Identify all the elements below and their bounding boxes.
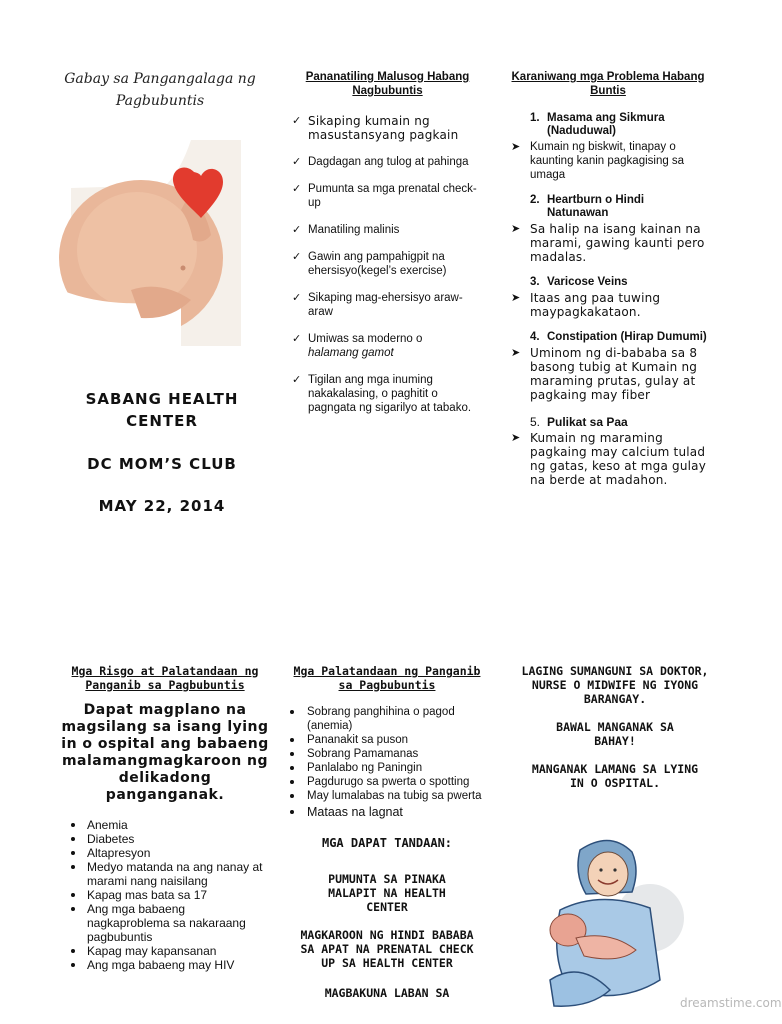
list-item: May lumalabas na tubig sa pwerta (287, 789, 487, 803)
club-name: DC MOM’S CLUB (87, 455, 237, 473)
problem-remedy: Kumain ng biskwit, tinapay o kaunting kanin pagkagising sa umaga (530, 141, 685, 181)
facility-birth-advice: MANGANAK LAMANG SA LYING IN O OSPITAL. (531, 762, 699, 790)
list-item: ✓ Sikaping kumain ng masustansyang pagkain (292, 114, 459, 142)
health-center-name: SABANG HEALTH CENTER (85, 390, 239, 430)
healthy-pregnancy-heading: Pananatiling Malusog Habang Nagbubuntis (305, 71, 470, 97)
list-item: Ang mga babaeng nagkaproblema sa nakaraang pagbubuntis (70, 902, 270, 944)
problem-remedy: Itaas ang paa tuwing maypagkakataon. (530, 291, 661, 319)
danger-signs-list (287, 705, 487, 820)
delivery-plan-text: Dapat magplano na magsilang sa isang lying in o ospital ang babaeng malamangmagkaroon ng delikadong panganganak. (61, 702, 269, 803)
list-item: Pagdurugo sa pwerta o spotting (287, 775, 487, 789)
problem-title: Pulikat sa Paa (547, 415, 628, 429)
risk-list (60, 818, 270, 972)
reminder-item: PUMUNTA SA PINAKA MALAPIT NA HEALTH CENTER (328, 872, 446, 914)
list-item: ✓ Gawin ang pampahigpit na ehersisyo(kegel’s exercise) (292, 251, 447, 277)
list-item: Altapresyon (70, 846, 270, 860)
common-problems-heading: Karaniwang mga Problema Habang Buntis (511, 71, 705, 97)
list-item: Sobrang panghihina o pagod (anemia) (287, 705, 487, 733)
problem-remedy: Uminom ng di-bababa sa 8 basong tubig at Kumain ng maraming prutas, gulay at pagkaing may fiber (530, 346, 698, 402)
pregnant-belly-illustration (71, 140, 241, 346)
no-home-birth-warning: BAWAL MANGANAK SA BAHAY! (556, 720, 674, 748)
list-item: Ang mga babaeng may HIV (70, 958, 270, 972)
common-problems-panel (508, 70, 708, 487)
problem-title: Masama ang Sikmura (Naduduwal) (547, 112, 665, 137)
risk-signs-heading: Mga Risgo at Palatandaan ng Panganib sa Pagbubuntis (71, 664, 259, 692)
pregnancy-photo (71, 140, 241, 346)
check-icon: ✓ (292, 224, 302, 236)
problem-item: 4. Constipation (Hirap Dumumi) ➤ Uminom ng di-bababa sa 8 basong tubig at Kumain ng maraming prutas, gulay at pagkaing may fiber (511, 331, 707, 402)
advice-panel (515, 664, 715, 790)
check-icon: ✓ (292, 114, 302, 127)
italic-phrase: halamang gamot (308, 347, 394, 359)
reminders-heading: MGA DAPAT TANDAAN: (321, 836, 453, 850)
list-item: ✓ Pumunta sa mga prenatal check-up (292, 183, 477, 209)
problem-remedy: Sa halip na isang kainan na marami, gawing kaunti pero madalas. (530, 222, 705, 264)
arrow-bullet-icon: ➤ (511, 431, 521, 444)
problem-title: Varicose Veins (547, 276, 628, 288)
problem-item: 2. Heartburn o Hindi Natunawan ➤ Sa halip na isang kainan na marami, gawing kaunti pero madalas. (508, 194, 708, 264)
list-item: Mataas na lagnat (287, 805, 487, 820)
nurse-baby-icon (540, 830, 700, 1010)
check-icon: ✓ (292, 292, 302, 304)
problem-title: Constipation (Hirap Dumumi) (547, 331, 707, 343)
arrow-bullet-icon: ➤ (511, 291, 521, 304)
reminder-item: MAGBAKUNA LABAN SA (324, 986, 450, 1000)
consult-advice: LAGING SUMANGUNI SA DOKTOR, NURSE O MIDWIFE NG IYONG BARANGAY. (521, 664, 709, 706)
list-item: ✓ Umiwas sa moderno o halamang gamot (292, 333, 423, 359)
reminder-item: MAGKAROON NG HINDI BABABA SA APAT NA PRENATAL CHECK UP SA HEALTH CENTER (300, 928, 474, 970)
healthy-pregnancy-panel (290, 70, 485, 428)
arrow-bullet-icon: ➤ (511, 141, 521, 153)
list-item: Anemia (70, 818, 270, 832)
problem-title: Heartburn o Hindi Natunawan (547, 194, 645, 219)
arrow-bullet-icon: ➤ (511, 222, 521, 235)
check-icon: ✓ (292, 374, 302, 386)
list-item: Pananakit sa puson (287, 733, 487, 747)
problem-item: 5. Pulikat sa Paa ➤ Kumain ng maraming pagkaing may calcium tulad ng gatas, keso at mga gulay na berde at madahon. (511, 415, 707, 487)
list-item: ✓ Tigilan ang mga inuming nakakalasing, o paghitit o pagngata ng sigarilyo at tabako. (292, 374, 472, 414)
list-item: Panlalabo ng Paningin (287, 761, 487, 775)
healthy-tips-list (290, 114, 485, 415)
list-item: ✓ Manatiling malinis (292, 224, 400, 236)
problem-item: 1. Masama ang Sikmura (Naduduwal) ➤ Kumain ng biskwit, tinapay o kaunting kanin pagkagising sa umaga (508, 112, 708, 182)
event-date: MAY 22, 2014 (98, 497, 226, 515)
check-icon: ✓ (292, 333, 302, 345)
stock-watermark: dreamstime.com (680, 996, 782, 1010)
danger-signs-heading: Mga Palatandaan ng Panganib sa Pagbubuntis (293, 664, 481, 692)
brochure-title: Gabay sa Pangangalaga ng Pagbubuntis (64, 71, 256, 109)
list-item: Sobrang Pamamanas (287, 747, 487, 761)
list-item: Kapag mas bata sa 17 (70, 888, 270, 902)
list-item: ✓ Sikaping mag-ehersisyo araw-araw (292, 292, 463, 318)
danger-signs-panel (287, 664, 487, 1000)
risk-signs-panel (60, 664, 270, 972)
list-item: Diabetes (70, 832, 270, 846)
check-icon: ✓ (292, 183, 302, 195)
problem-remedy: Kumain ng maraming pagkaing may calcium tulad ng gatas, keso at mga gulay na berde at madahon. (530, 431, 707, 487)
problem-item: 3. Varicose Veins ➤ Itaas ang paa tuwing maypagkakataon. (508, 276, 708, 319)
list-item: ✓ Dagdagan ang tulog at pahinga (292, 156, 469, 168)
check-icon: ✓ (292, 156, 302, 168)
arrow-bullet-icon: ➤ (511, 346, 521, 359)
nurse-with-baby-illustration (540, 830, 700, 1010)
list-item: Kapag may kapansanan (70, 944, 270, 958)
cover-panel (60, 68, 260, 112)
list-item: Medyo matanda na ang nanay at marami nang naisilang (70, 860, 270, 888)
check-icon: ✓ (292, 251, 302, 263)
